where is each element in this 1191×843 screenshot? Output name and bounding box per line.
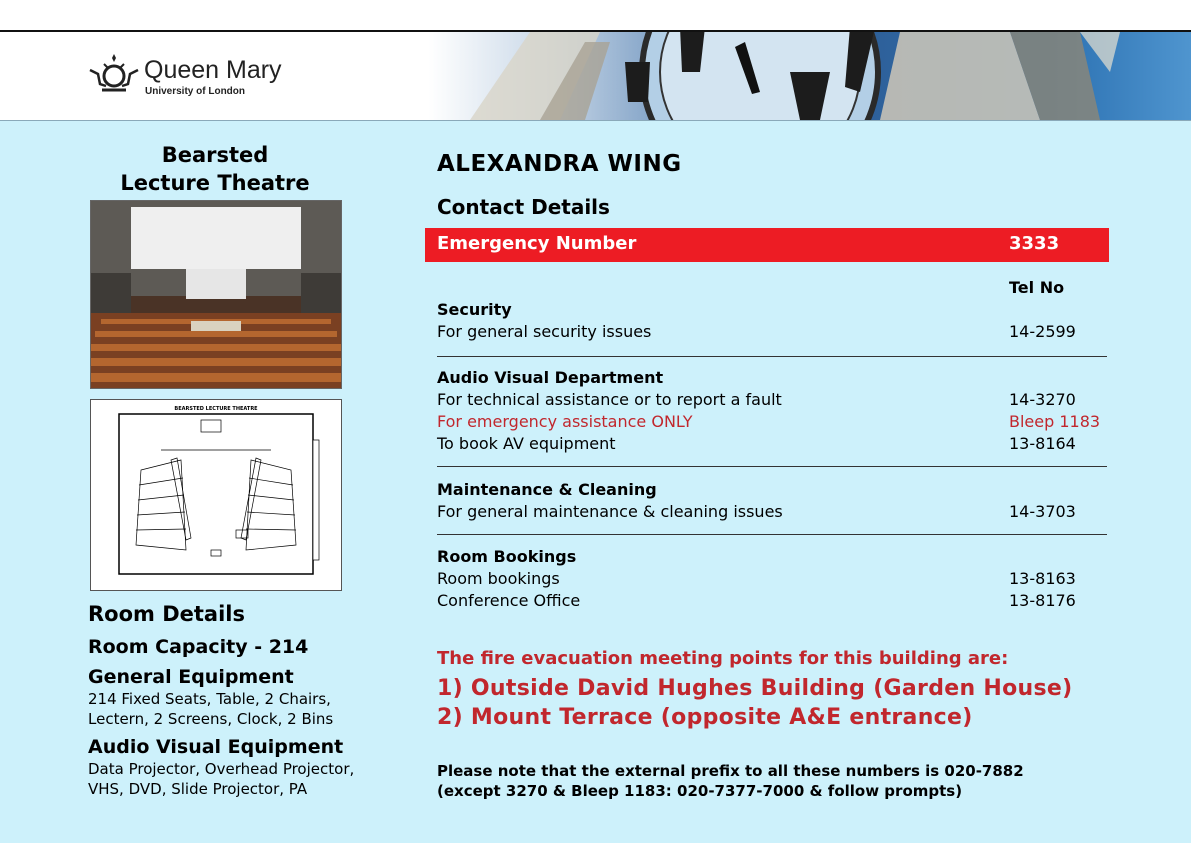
floor-plan-image [91,400,341,590]
emergency-number: 3333 [1009,233,1060,254]
contact-details-heading: Contact Details [437,195,610,219]
lecture-theatre-photo [90,200,342,389]
general-equipment-heading: General Equipment [88,666,294,688]
section-title: Maintenance & Cleaning [437,480,657,499]
contact-row [437,501,1107,523]
av-equipment-heading: Audio Visual Equipment [88,736,344,758]
org-subtitle: University of London [145,86,245,97]
fire-meeting-point-1: 1) Outside David Hughes Building (Garden House) [437,676,1073,701]
av-department-section [437,367,1107,455]
contact-row-label: For emergency assistance ONLY [437,412,693,431]
contact-row-label: Room bookings [437,569,560,588]
emergency-number-bar [425,228,1109,262]
fire-evacuation-heading: The fire evacuation meeting points for this building are: [437,648,1009,669]
contact-row [437,590,1107,612]
contact-row [437,389,1107,411]
header-banner [0,32,1191,120]
contact-row-tel: 13-8164 [1009,434,1076,453]
contact-row [437,433,1107,455]
room-capacity: Room Capacity - 214 [88,636,309,658]
maintenance-section [437,479,1107,523]
contact-row-label: For general maintenance & cleaning issues [437,502,783,521]
floor-plan-caption: BEARSTED LECTURE THEATRE [174,406,258,412]
prefix-note-line2: (except 3270 & Bleep 1183: 020-7377-7000 & follow prompts) [437,782,963,800]
main-panel [0,120,1191,843]
section-title: Audio Visual Department [437,368,664,387]
tel-no-header: Tel No [1009,278,1065,297]
contact-row-label: Conference Office [437,591,581,610]
contact-row-label: For technical assistance or to report a fault [437,390,782,409]
building-name: ALEXANDRA WING [437,151,682,177]
contact-row-label: For general security issues [437,322,652,341]
contact-row-tel: 14-2599 [1009,322,1076,341]
emergency-label: Emergency Number [437,233,637,254]
theatre-title-line1: Bearsted [161,143,269,167]
av-equipment-line1: Data Projector, Overhead Projector, [88,760,355,778]
section-divider [437,534,1107,535]
theatre-title-line2: Lecture Theatre [120,171,310,195]
section-divider [437,356,1107,357]
theatre-title [90,141,340,197]
av-equipment-line2: VHS, DVD, Slide Projector, PA [88,780,308,798]
security-section [437,299,1107,343]
section-title: Room Bookings [437,547,577,566]
lecture-theatre-photo-image [91,201,341,388]
contact-row-tel: 14-3703 [1009,502,1076,521]
crown-logo-icon [88,50,140,96]
room-details-panel [88,601,418,799]
contact-row-label: To book AV equipment [437,434,616,453]
contact-row-tel: 13-8176 [1009,591,1076,610]
prefix-note [437,761,1024,801]
contact-row-emergency [437,411,1107,433]
org-name: Queen Mary [144,56,282,84]
room-details-heading: Room Details [88,602,245,626]
contact-row-tel: 13-8163 [1009,569,1076,588]
floor-plan [90,399,342,591]
contact-row-tel: Bleep 1183 [1009,412,1101,431]
prefix-note-line1: Please note that the external prefix to all these numbers is 020-7882 [437,762,1024,780]
contact-row-tel: 14-3270 [1009,390,1076,409]
section-divider [437,466,1107,467]
contact-row [437,568,1107,590]
fire-meeting-point-2: 2) Mount Terrace (opposite A&E entrance) [437,705,973,730]
contact-row [437,321,1107,343]
general-equipment-line1: 214 Fixed Seats, Table, 2 Chairs, [88,690,331,708]
room-bookings-section [437,546,1107,612]
section-title: Security [437,300,512,319]
general-equipment-line2: Lectern, 2 Screens, Clock, 2 Bins [88,710,334,728]
